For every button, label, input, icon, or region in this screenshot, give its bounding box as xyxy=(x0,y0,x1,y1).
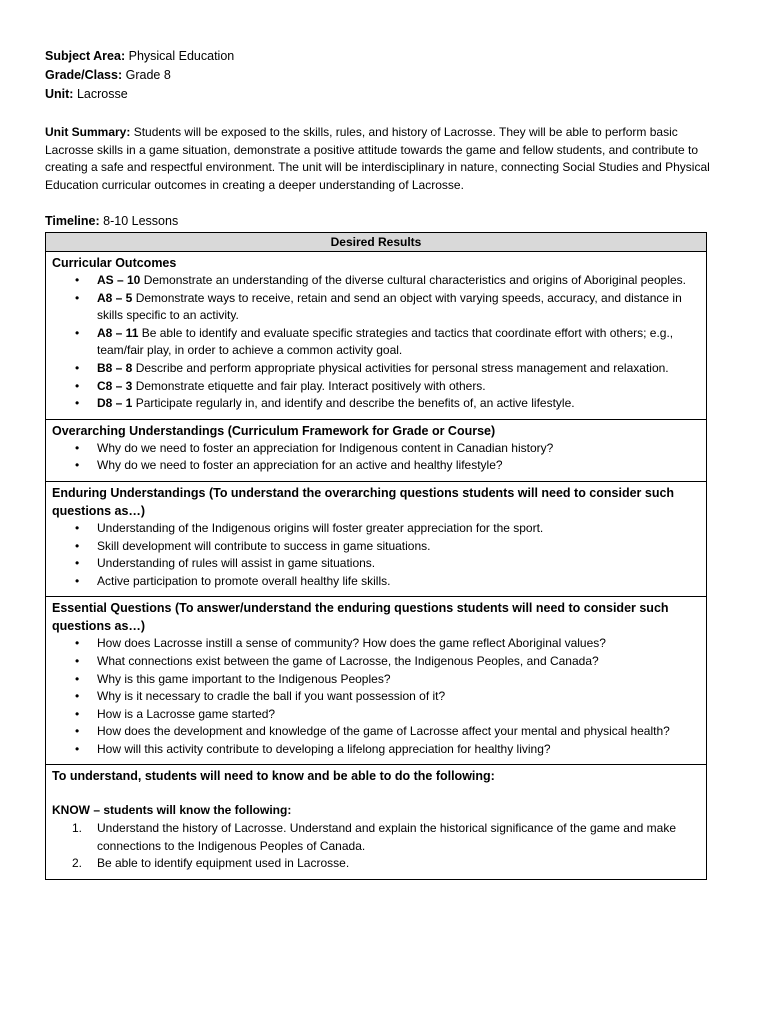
bullet-icon: • xyxy=(75,689,80,704)
outcome-text: Be able to identify and evaluate specific strategies and tactics that coordinate effort with others; e.g., team/fair play, in order to achieve a common activity goal. xyxy=(97,325,674,358)
overarching-understandings-cell xyxy=(46,419,707,481)
bullet-icon: • xyxy=(75,440,80,455)
list-item xyxy=(75,325,700,360)
grade-class-line xyxy=(45,66,234,85)
outcome-code: D8 – 1 xyxy=(97,396,133,411)
subject-area-label: Subject Area: xyxy=(45,49,126,63)
bullet-icon: • xyxy=(75,653,80,668)
list-item-text: Why is this game important to the Indigenous Peoples? xyxy=(97,671,391,686)
know-label: KNOW – students will know the following: xyxy=(52,803,292,818)
outcome-code: A8 – 5 xyxy=(97,290,133,305)
overarching-understandings-list xyxy=(52,440,700,475)
list-item xyxy=(75,290,700,325)
list-item-text: Understand the history of Lacrosse. Understand and explain the historical significance of the game and make connections to the Indigenous Peoples of Canada. xyxy=(97,821,676,853)
enduring-understandings-title: Enduring Understandings (To understand the overarching questions students will need to consider such questions as…) xyxy=(52,485,675,518)
unit-summary-label: Unit Summary: xyxy=(45,125,131,139)
unit-label: Unit: xyxy=(45,87,74,101)
bullet-icon: • xyxy=(75,724,80,739)
list-item xyxy=(75,706,700,724)
bullet-icon: • xyxy=(75,538,80,553)
bullet-icon: • xyxy=(75,273,80,287)
list-item-text: Active participation to promote overall healthy life skills. xyxy=(97,573,391,588)
list-item xyxy=(75,272,700,290)
outcome-code: A8 – 11 xyxy=(97,325,139,340)
curricular-outcomes-title: Curricular Outcomes xyxy=(52,256,177,270)
outcome-code: B8 – 8 xyxy=(97,360,133,375)
bullet-icon: • xyxy=(75,671,80,686)
essential-questions-cell xyxy=(46,597,707,765)
list-item xyxy=(75,520,700,538)
list-number: 2. xyxy=(72,856,83,871)
list-item xyxy=(72,820,700,855)
outcome-text: Participate regularly in, and identify and describe the benefits of, an active lifestyle. xyxy=(132,396,575,411)
list-item xyxy=(72,855,700,873)
unit-summary-text: Students will be exposed to the skills, rules, and history of Lacrosse. They will be able to perform basic Lacrosse skills in a game situation, demonstrate a positive attitude towards the game and fellow students, and contribute to creating a safe and respectful environment. The unit will be interdisciplinary in nature, connecting Social Studies and Physical Education curricular outcomes in creating a deeper understanding of Lacrosse. xyxy=(45,125,710,192)
list-item-text: Skill development will contribute to success in game situations. xyxy=(97,538,431,553)
curricular-outcomes-list xyxy=(52,272,700,413)
list-item xyxy=(75,671,700,689)
list-item xyxy=(75,538,700,556)
outcome-text: Describe and perform appropriate physical activities for personal stress management and relaxation. xyxy=(132,360,669,375)
bullet-icon: • xyxy=(75,325,80,340)
list-item xyxy=(75,378,700,396)
list-number: 1. xyxy=(72,821,83,836)
timeline xyxy=(45,212,178,231)
unit-header xyxy=(45,47,234,104)
bullet-icon: • xyxy=(75,396,80,411)
unit-value: Lacrosse xyxy=(76,87,128,101)
timeline-value: 8-10 Lessons xyxy=(103,214,179,228)
bullet-icon: • xyxy=(75,741,80,756)
overarching-understandings-title: Overarching Understandings (Curriculum Framework for Grade or Course) xyxy=(52,423,496,438)
list-item xyxy=(75,360,700,378)
outcome-code: AS – 10 xyxy=(97,273,141,287)
bullet-icon: • xyxy=(75,520,80,535)
subject-area-value: Physical Education xyxy=(128,49,235,63)
outcome-code: C8 – 3 xyxy=(97,378,133,393)
timeline-label: Timeline: xyxy=(45,214,100,228)
essential-questions-list xyxy=(52,635,700,758)
list-item-text: How is a Lacrosse game started? xyxy=(97,706,276,721)
list-item-text: Understanding of rules will assist in game situations. xyxy=(97,556,376,571)
bullet-icon: • xyxy=(75,556,80,571)
subject-area-line xyxy=(45,47,234,66)
list-item xyxy=(75,555,700,573)
grade-class-value: Grade 8 xyxy=(125,68,171,82)
list-item-text: Why do we need to foster an appreciation for an active and healthy lifestyle? xyxy=(97,458,503,473)
desired-results-heading: Desired Results xyxy=(46,233,707,252)
unit-summary xyxy=(45,124,725,194)
list-item-text: Why is it necessary to cradle the ball if you want possession of it? xyxy=(97,689,446,704)
list-item-text: What connections exist between the game of Lacrosse, the Indigenous Peoples, and Canada? xyxy=(97,653,599,668)
list-item xyxy=(75,653,700,671)
bullet-icon: • xyxy=(75,360,80,375)
list-item xyxy=(75,457,700,475)
bullet-icon: • xyxy=(75,290,80,305)
curricular-outcomes-cell xyxy=(46,252,707,420)
list-item-text: Be able to identify equipment used in Lacrosse. xyxy=(97,856,350,871)
enduring-understandings-cell xyxy=(46,481,707,596)
know-and-do-title: To understand, students will need to know and be able to do the following: xyxy=(52,769,495,784)
grade-class-label: Grade/Class: xyxy=(45,68,123,82)
list-item-text: How does Lacrosse instill a sense of community? How does the game reflect Aboriginal values? xyxy=(97,636,606,651)
bullet-icon: • xyxy=(75,573,80,588)
list-item-text: How will this activity contribute to developing a lifelong appreciation for healthy living? xyxy=(97,741,551,756)
list-item xyxy=(75,573,700,591)
list-item xyxy=(75,688,700,706)
list-item-text: Understanding of the Indigenous origins will foster greater appreciation for the sport. xyxy=(97,520,544,535)
list-item xyxy=(75,440,700,458)
list-item xyxy=(75,635,700,653)
desired-results-table xyxy=(45,232,707,880)
bullet-icon: • xyxy=(75,706,80,721)
enduring-understandings-list xyxy=(52,520,700,590)
know-list xyxy=(52,820,700,873)
list-item xyxy=(75,395,700,413)
outcome-text: Demonstrate etiquette and fair play. Interact positively with others. xyxy=(132,378,486,393)
list-item xyxy=(75,741,700,759)
bullet-icon: • xyxy=(75,636,80,651)
outcome-text: Demonstrate an understanding of the diverse cultural characteristics and origins of Aboriginal peoples. xyxy=(140,273,687,287)
list-item-text: Why do we need to foster an appreciation for Indigenous content in Canadian history? xyxy=(97,440,554,455)
unit-line xyxy=(45,85,234,104)
list-item xyxy=(75,723,700,741)
know-and-do-cell xyxy=(46,765,707,879)
outcome-text: Demonstrate ways to receive, retain and send an object with varying speeds, accuracy, and distance in skills specific to an activity. xyxy=(97,290,682,323)
bullet-icon: • xyxy=(75,458,80,473)
essential-questions-title: Essential Questions (To answer/understand the enduring questions students will need to consider such questions as…) xyxy=(52,601,669,634)
list-item-text: How does the development and knowledge of the game of Lacrosse affect your mental and physical health? xyxy=(97,724,670,739)
bullet-icon: • xyxy=(75,378,80,393)
